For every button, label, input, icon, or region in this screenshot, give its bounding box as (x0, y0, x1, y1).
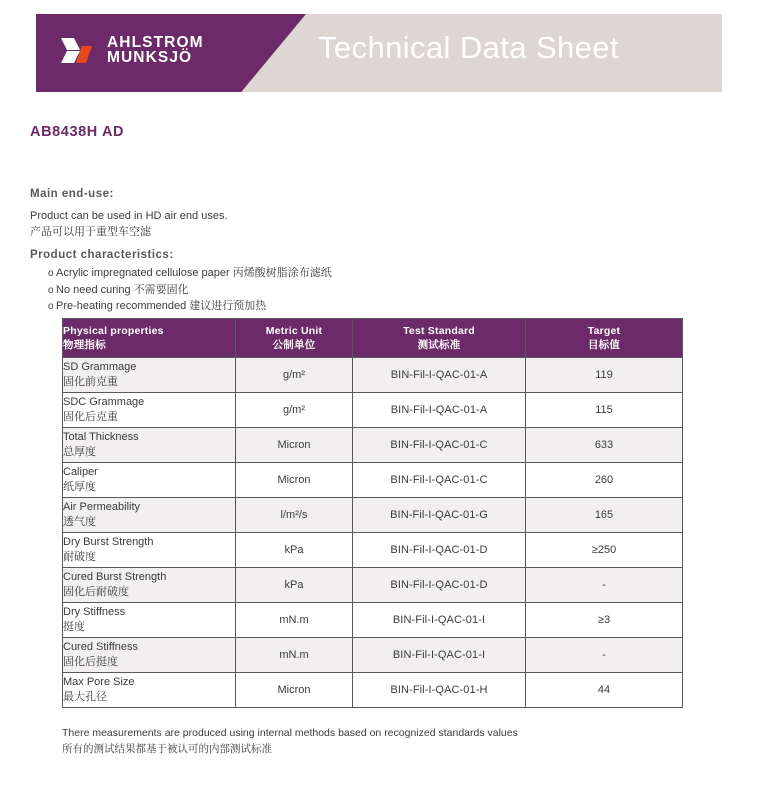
property-name-en: Max Pore Size (63, 675, 135, 688)
list-item (30, 265, 332, 282)
column-header-en: Test Standard (403, 324, 475, 337)
cell-target: - (526, 638, 683, 673)
product-characteristics-heading: Product characteristics: (30, 249, 174, 261)
footer-disclaimer (62, 726, 518, 758)
cell-test-standard: BIN-Fil-I-QAC-01-H (353, 673, 526, 708)
property-name-en: Air Permeability (63, 500, 141, 513)
column-header-metric-unit (236, 319, 353, 358)
ahlstrom-arrow-mark-icon (58, 30, 98, 70)
property-name-en: Total Thickness (63, 430, 139, 443)
column-header-cn: 公制单位 (272, 339, 316, 351)
property-name-cn: 固化后耐破度 (63, 586, 129, 598)
cell-property (63, 638, 236, 673)
table-body (63, 358, 683, 708)
cell-unit: Micron (236, 463, 353, 498)
cell-target: - (526, 568, 683, 603)
cell-target: 119 (526, 358, 683, 393)
bullet-marker-icon: o (48, 301, 54, 313)
cell-property (63, 603, 236, 638)
specifications-table (62, 318, 683, 708)
cell-unit: kPa (236, 568, 353, 603)
property-name-cn: 固化前克重 (63, 376, 118, 388)
list-item (30, 282, 332, 299)
property-name-cn: 固化后克重 (63, 411, 118, 423)
property-name-en: Caliper (63, 465, 98, 478)
table-header-row (63, 319, 683, 358)
property-name-en: Dry Stiffness (63, 605, 126, 618)
cell-target: 115 (526, 393, 683, 428)
table-row (63, 428, 683, 463)
column-header-cn: 物理指标 (63, 339, 106, 351)
cell-target: ≥250 (526, 533, 683, 568)
cell-target: 165 (526, 498, 683, 533)
cell-unit: Micron (236, 673, 353, 708)
property-name-cn: 挺度 (63, 621, 85, 633)
list-item-label: No need curing 不需要固化 (56, 283, 189, 296)
cell-test-standard: BIN-Fil-I-QAC-01-D (353, 533, 526, 568)
bullet-marker-icon: o (48, 268, 54, 279)
cell-unit: g/m² (236, 358, 353, 393)
column-header-en: Target (587, 324, 621, 337)
cell-unit: Micron (236, 428, 353, 463)
property-name-en: SD Grammage (63, 360, 137, 373)
list-item-label: Acrylic impregnated cellulose paper 丙烯酸树脂涂布滤纸 (56, 267, 332, 279)
cell-property (63, 358, 236, 393)
table-row (63, 603, 683, 638)
footer-text-cn: 所有的测试结果都基于被认可的内部测试标准 (62, 742, 272, 755)
column-header-en: Physical properties (63, 324, 164, 337)
cell-property (63, 498, 236, 533)
cell-property (63, 533, 236, 568)
table-row (63, 393, 683, 428)
logo-line-ahlstrom: AHLSTROM (107, 33, 204, 51)
cell-test-standard: BIN-Fil-I-QAC-01-G (353, 498, 526, 533)
column-header-target (526, 319, 683, 358)
property-name-en: Cured Stiffness (63, 640, 139, 653)
table-row (63, 463, 683, 498)
table-header (63, 319, 683, 358)
property-name-en: SDC Grammage (63, 395, 145, 408)
cell-test-standard: BIN-Fil-I-QAC-01-A (353, 393, 526, 428)
table-row (63, 673, 683, 708)
logo-wordmark (107, 35, 204, 66)
main-end-use-body (30, 209, 228, 240)
property-name-cn: 纸厚度 (63, 481, 96, 493)
cell-property (63, 393, 236, 428)
cell-test-standard: BIN-Fil-I-QAC-01-I (353, 638, 526, 673)
table-row (63, 638, 683, 673)
main-end-use-heading: Main end-use: (30, 188, 114, 200)
product-characteristics-section (30, 249, 332, 315)
product-code: AB8438H AD (30, 124, 125, 140)
cell-test-standard: BIN-Fil-I-QAC-01-D (353, 568, 526, 603)
main-end-use-section (30, 188, 228, 240)
property-name-cn: 最大孔径 (63, 691, 107, 703)
table-row (63, 498, 683, 533)
cell-unit: kPa (236, 533, 353, 568)
main-end-use-text-cn: 产品可以用于重型车空滤 (30, 225, 151, 238)
cell-target: ≥3 (526, 603, 683, 638)
cell-property (63, 673, 236, 708)
cell-property (63, 463, 236, 498)
cell-target: 633 (526, 428, 683, 463)
cell-unit: mN.m (236, 638, 353, 673)
logo-line-munksjo: MUNKSJÖ (107, 49, 193, 66)
property-name-cn: 固化后挺度 (63, 656, 118, 668)
property-name-en: Dry Burst Strength (63, 535, 154, 548)
footer-text-en: There measurements are produced using internal methods based on recognized standards values (62, 727, 518, 739)
property-name-cn: 耐破度 (63, 551, 96, 563)
banner-title: Technical Data Sheet (318, 30, 619, 65)
cell-test-standard: BIN-Fil-I-QAC-01-C (353, 463, 526, 498)
property-name-cn: 透气度 (63, 516, 96, 528)
cell-unit: mN.m (236, 603, 353, 638)
table-row (63, 358, 683, 393)
column-header-cn: 目标值 (587, 339, 621, 351)
product-characteristics-list (30, 265, 332, 315)
main-end-use-text-en: Product can be used in HD air end uses. (30, 210, 228, 222)
cell-test-standard: BIN-Fil-I-QAC-01-C (353, 428, 526, 463)
table-row (63, 568, 683, 603)
cell-property (63, 428, 236, 463)
column-header-en: Metric Unit (265, 324, 323, 337)
list-item-label: Pre-heating recommended 建议进行预加热 (56, 300, 267, 313)
cell-unit: g/m² (236, 393, 353, 428)
cell-test-standard: BIN-Fil-I-QAC-01-I (353, 603, 526, 638)
property-name-en: Cured Burst Strength (63, 570, 167, 583)
header-banner (36, 14, 722, 92)
list-item (30, 298, 332, 315)
bullet-marker-icon: o (48, 284, 54, 296)
cell-unit: l/m²/s (236, 498, 353, 533)
column-header-physical-properties (63, 319, 236, 358)
table-row (63, 533, 683, 568)
property-name-cn: 总厚度 (63, 446, 96, 458)
ahlstrom-munksjo-logo (58, 30, 204, 70)
column-header-test-standard (353, 319, 526, 358)
cell-target: 44 (526, 673, 683, 708)
cell-property (63, 568, 236, 603)
column-header-cn: 测试标准 (417, 339, 461, 351)
cell-test-standard: BIN-Fil-I-QAC-01-A (353, 358, 526, 393)
cell-target: 260 (526, 463, 683, 498)
